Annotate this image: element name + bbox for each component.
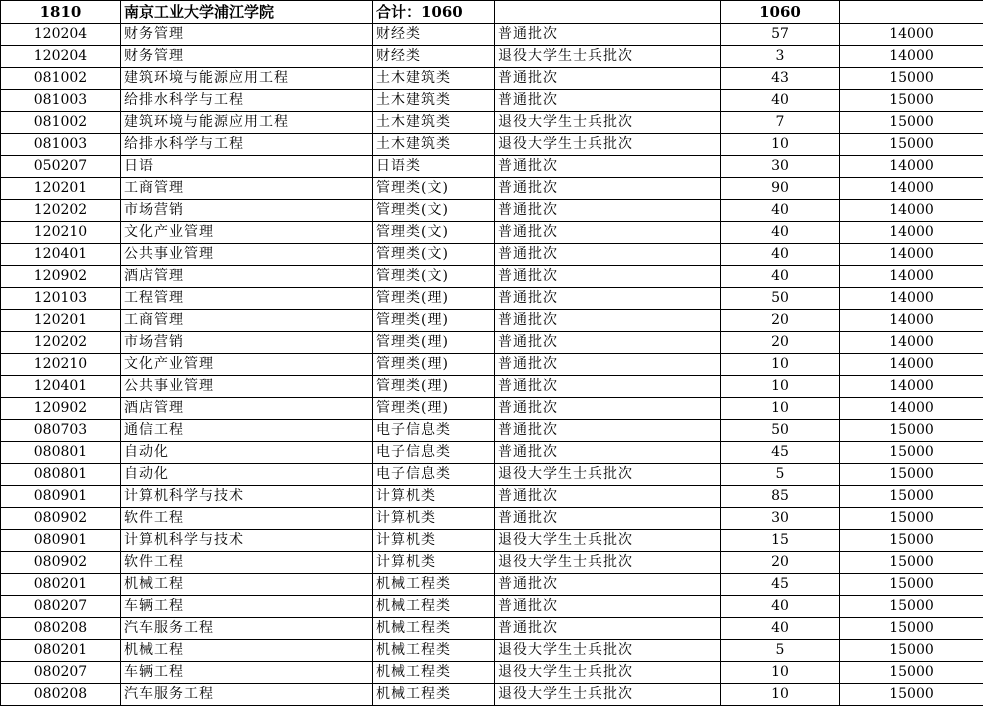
count-cell: 43 <box>721 68 840 90</box>
major-name-cell: 公共事业管理 <box>121 376 373 398</box>
table-row <box>1 332 983 354</box>
fee-cell: 15000 <box>840 90 983 112</box>
count-cell: 20 <box>721 332 840 354</box>
category-cell: 管理类(文) <box>373 178 495 200</box>
fee-cell: 15000 <box>840 684 983 706</box>
major-code-cell: 120902 <box>1 398 121 420</box>
major-code-cell: 080902 <box>1 508 121 530</box>
count-cell: 40 <box>721 596 840 618</box>
count-cell: 10 <box>721 662 840 684</box>
major-code-cell: 120401 <box>1 244 121 266</box>
fee-cell: 14000 <box>840 310 983 332</box>
category-cell: 日语类 <box>373 156 495 178</box>
major-code-cell: 080207 <box>1 596 121 618</box>
table-row <box>1 508 983 530</box>
fee-cell: 14000 <box>840 156 983 178</box>
major-code-cell: 080207 <box>1 662 121 684</box>
table-row <box>1 442 983 464</box>
major-code-cell: 081003 <box>1 134 121 156</box>
batch-cell: 普通批次 <box>495 310 721 332</box>
table-row <box>1 354 983 376</box>
fee-cell: 14000 <box>840 244 983 266</box>
header-fee <box>840 1 983 24</box>
major-code-cell: 120902 <box>1 266 121 288</box>
table-row <box>1 178 983 200</box>
major-name-cell: 市场营销 <box>121 332 373 354</box>
count-cell: 30 <box>721 508 840 530</box>
table-header-row <box>1 1 983 24</box>
fee-cell: 15000 <box>840 530 983 552</box>
category-cell: 机械工程类 <box>373 618 495 640</box>
category-cell: 电子信息类 <box>373 442 495 464</box>
count-cell: 40 <box>721 90 840 112</box>
table-row <box>1 46 983 68</box>
fee-cell: 14000 <box>840 24 983 46</box>
fee-cell: 14000 <box>840 398 983 420</box>
category-cell: 管理类(文) <box>373 244 495 266</box>
count-cell: 20 <box>721 552 840 574</box>
fee-cell: 14000 <box>840 222 983 244</box>
fee-cell: 15000 <box>840 618 983 640</box>
major-name-cell: 汽车服务工程 <box>121 618 373 640</box>
major-code-cell: 120204 <box>1 46 121 68</box>
category-cell: 机械工程类 <box>373 684 495 706</box>
major-name-cell: 软件工程 <box>121 552 373 574</box>
count-cell: 5 <box>721 640 840 662</box>
major-code-cell: 120202 <box>1 332 121 354</box>
batch-cell: 普通批次 <box>495 354 721 376</box>
fee-cell: 15000 <box>840 420 983 442</box>
batch-cell: 退役大学生士兵批次 <box>495 552 721 574</box>
batch-cell: 普通批次 <box>495 24 721 46</box>
major-name-cell: 车辆工程 <box>121 596 373 618</box>
batch-cell: 普通批次 <box>495 178 721 200</box>
major-name-cell: 计算机科学与技术 <box>121 530 373 552</box>
major-code-cell: 080703 <box>1 420 121 442</box>
count-cell: 10 <box>721 684 840 706</box>
table-row <box>1 684 983 706</box>
major-name-cell: 酒店管理 <box>121 266 373 288</box>
count-cell: 7 <box>721 112 840 134</box>
school-name: 南京工业大学浦江学院 <box>121 1 373 24</box>
table-row <box>1 420 983 442</box>
category-cell: 机械工程类 <box>373 662 495 684</box>
fee-cell: 15000 <box>840 508 983 530</box>
fee-cell: 15000 <box>840 662 983 684</box>
count-cell: 40 <box>721 222 840 244</box>
fee-cell: 14000 <box>840 178 983 200</box>
count-cell: 45 <box>721 574 840 596</box>
batch-cell: 普通批次 <box>495 442 721 464</box>
category-cell: 财经类 <box>373 24 495 46</box>
count-cell: 10 <box>721 134 840 156</box>
table-row <box>1 552 983 574</box>
fee-cell: 15000 <box>840 134 983 156</box>
table-row <box>1 134 983 156</box>
count-cell: 3 <box>721 46 840 68</box>
category-cell: 土木建筑类 <box>373 68 495 90</box>
table-row <box>1 112 983 134</box>
category-cell: 计算机类 <box>373 486 495 508</box>
table-row <box>1 90 983 112</box>
major-code-cell: 080801 <box>1 442 121 464</box>
count-cell: 50 <box>721 288 840 310</box>
major-code-cell: 080902 <box>1 552 121 574</box>
table-row <box>1 288 983 310</box>
batch-cell: 普通批次 <box>495 156 721 178</box>
major-code-cell: 120401 <box>1 376 121 398</box>
count-cell: 40 <box>721 618 840 640</box>
table-row <box>1 530 983 552</box>
major-code-cell: 080801 <box>1 464 121 486</box>
category-cell: 土木建筑类 <box>373 90 495 112</box>
major-code-cell: 120204 <box>1 24 121 46</box>
major-name-cell: 给排水科学与工程 <box>121 134 373 156</box>
fee-cell: 15000 <box>840 552 983 574</box>
count-cell: 45 <box>721 442 840 464</box>
category-cell: 机械工程类 <box>373 596 495 618</box>
batch-cell: 普通批次 <box>495 508 721 530</box>
fee-cell: 15000 <box>840 486 983 508</box>
major-code-cell: 080201 <box>1 640 121 662</box>
category-cell: 土木建筑类 <box>373 134 495 156</box>
category-cell: 管理类(文) <box>373 222 495 244</box>
batch-cell: 普通批次 <box>495 486 721 508</box>
major-code-cell: 081002 <box>1 112 121 134</box>
batch-cell: 普通批次 <box>495 288 721 310</box>
fee-cell: 15000 <box>840 442 983 464</box>
category-cell: 管理类(理) <box>373 310 495 332</box>
count-cell: 57 <box>721 24 840 46</box>
count-cell: 15 <box>721 530 840 552</box>
fee-cell: 14000 <box>840 354 983 376</box>
major-name-cell: 软件工程 <box>121 508 373 530</box>
table-row <box>1 310 983 332</box>
count-cell: 40 <box>721 244 840 266</box>
count-cell: 40 <box>721 266 840 288</box>
batch-cell: 普通批次 <box>495 68 721 90</box>
total-count: 1060 <box>721 1 840 24</box>
table-row <box>1 618 983 640</box>
table-row <box>1 662 983 684</box>
batch-cell: 普通批次 <box>495 420 721 442</box>
major-name-cell: 自动化 <box>121 442 373 464</box>
batch-cell: 普通批次 <box>495 332 721 354</box>
count-cell: 5 <box>721 464 840 486</box>
category-cell: 机械工程类 <box>373 574 495 596</box>
major-name-cell: 机械工程 <box>121 640 373 662</box>
batch-cell: 普通批次 <box>495 90 721 112</box>
major-name-cell: 机械工程 <box>121 574 373 596</box>
header-batch <box>495 1 721 24</box>
category-cell: 管理类(文) <box>373 266 495 288</box>
major-name-cell: 车辆工程 <box>121 662 373 684</box>
table-row <box>1 244 983 266</box>
major-name-cell: 建筑环境与能源应用工程 <box>121 68 373 90</box>
batch-cell: 退役大学生士兵批次 <box>495 464 721 486</box>
major-code-cell: 120210 <box>1 354 121 376</box>
count-cell: 50 <box>721 420 840 442</box>
table-row <box>1 222 983 244</box>
table-row <box>1 398 983 420</box>
major-code-cell: 080201 <box>1 574 121 596</box>
table-row <box>1 266 983 288</box>
category-cell: 机械工程类 <box>373 640 495 662</box>
major-name-cell: 公共事业管理 <box>121 244 373 266</box>
major-name-cell: 工程管理 <box>121 288 373 310</box>
batch-cell: 退役大学生士兵批次 <box>495 662 721 684</box>
major-name-cell: 财务管理 <box>121 46 373 68</box>
major-code-cell: 050207 <box>1 156 121 178</box>
table-body <box>1 1 983 706</box>
major-code-cell: 120201 <box>1 310 121 332</box>
major-code-cell: 080901 <box>1 530 121 552</box>
table-row <box>1 376 983 398</box>
batch-cell: 退役大学生士兵批次 <box>495 640 721 662</box>
table-row <box>1 200 983 222</box>
batch-cell: 退役大学生士兵批次 <box>495 530 721 552</box>
fee-cell: 14000 <box>840 332 983 354</box>
major-name-cell: 计算机科学与技术 <box>121 486 373 508</box>
major-code-cell: 120201 <box>1 178 121 200</box>
category-cell: 管理类(文) <box>373 200 495 222</box>
major-code-cell: 120103 <box>1 288 121 310</box>
batch-cell: 普通批次 <box>495 574 721 596</box>
fee-cell: 15000 <box>840 68 983 90</box>
major-code-cell: 080208 <box>1 618 121 640</box>
batch-cell: 普通批次 <box>495 618 721 640</box>
fee-cell: 14000 <box>840 376 983 398</box>
table-row <box>1 574 983 596</box>
batch-cell: 普通批次 <box>495 266 721 288</box>
count-cell: 90 <box>721 178 840 200</box>
major-code-cell: 080901 <box>1 486 121 508</box>
table-row <box>1 156 983 178</box>
category-cell: 土木建筑类 <box>373 112 495 134</box>
school-code: 1810 <box>1 1 121 24</box>
major-name-cell: 酒店管理 <box>121 398 373 420</box>
major-name-cell: 建筑环境与能源应用工程 <box>121 112 373 134</box>
table-row <box>1 596 983 618</box>
major-name-cell: 文化产业管理 <box>121 354 373 376</box>
major-name-cell: 给排水科学与工程 <box>121 90 373 112</box>
fee-cell: 14000 <box>840 46 983 68</box>
batch-cell: 退役大学生士兵批次 <box>495 684 721 706</box>
major-code-cell: 081002 <box>1 68 121 90</box>
count-cell: 10 <box>721 354 840 376</box>
major-name-cell: 日语 <box>121 156 373 178</box>
batch-cell: 普通批次 <box>495 376 721 398</box>
count-cell: 30 <box>721 156 840 178</box>
fee-cell: 15000 <box>840 574 983 596</box>
major-code-cell: 120210 <box>1 222 121 244</box>
fee-cell: 15000 <box>840 640 983 662</box>
category-cell: 计算机类 <box>373 530 495 552</box>
table-row <box>1 640 983 662</box>
batch-cell: 普通批次 <box>495 222 721 244</box>
count-cell: 85 <box>721 486 840 508</box>
major-name-cell: 工商管理 <box>121 310 373 332</box>
table-row <box>1 464 983 486</box>
category-cell: 管理类(理) <box>373 398 495 420</box>
category-cell: 管理类(理) <box>373 288 495 310</box>
fee-cell: 14000 <box>840 200 983 222</box>
batch-cell: 普通批次 <box>495 200 721 222</box>
total-label: 合计：1060 <box>373 1 495 24</box>
major-name-cell: 工商管理 <box>121 178 373 200</box>
major-name-cell: 汽车服务工程 <box>121 684 373 706</box>
count-cell: 10 <box>721 376 840 398</box>
batch-cell: 退役大学生士兵批次 <box>495 112 721 134</box>
major-code-cell: 081003 <box>1 90 121 112</box>
fee-cell: 15000 <box>840 112 983 134</box>
category-cell: 电子信息类 <box>373 420 495 442</box>
category-cell: 财经类 <box>373 46 495 68</box>
major-name-cell: 文化产业管理 <box>121 222 373 244</box>
category-cell: 管理类(理) <box>373 376 495 398</box>
major-code-cell: 120202 <box>1 200 121 222</box>
fee-cell: 14000 <box>840 266 983 288</box>
category-cell: 计算机类 <box>373 552 495 574</box>
count-cell: 40 <box>721 200 840 222</box>
major-name-cell: 通信工程 <box>121 420 373 442</box>
major-name-cell: 财务管理 <box>121 24 373 46</box>
table-row <box>1 68 983 90</box>
count-cell: 20 <box>721 310 840 332</box>
category-cell: 电子信息类 <box>373 464 495 486</box>
table-row <box>1 24 983 46</box>
category-cell: 管理类(理) <box>373 354 495 376</box>
major-code-cell: 080208 <box>1 684 121 706</box>
batch-cell: 退役大学生士兵批次 <box>495 134 721 156</box>
major-name-cell: 市场营销 <box>121 200 373 222</box>
category-cell: 管理类(理) <box>373 332 495 354</box>
batch-cell: 普通批次 <box>495 596 721 618</box>
table-row <box>1 486 983 508</box>
major-name-cell: 自动化 <box>121 464 373 486</box>
category-cell: 计算机类 <box>373 508 495 530</box>
batch-cell: 退役大学生士兵批次 <box>495 46 721 68</box>
count-cell: 10 <box>721 398 840 420</box>
batch-cell: 普通批次 <box>495 398 721 420</box>
fee-cell: 15000 <box>840 464 983 486</box>
batch-cell: 普通批次 <box>495 244 721 266</box>
fee-cell: 15000 <box>840 596 983 618</box>
fee-cell: 14000 <box>840 288 983 310</box>
